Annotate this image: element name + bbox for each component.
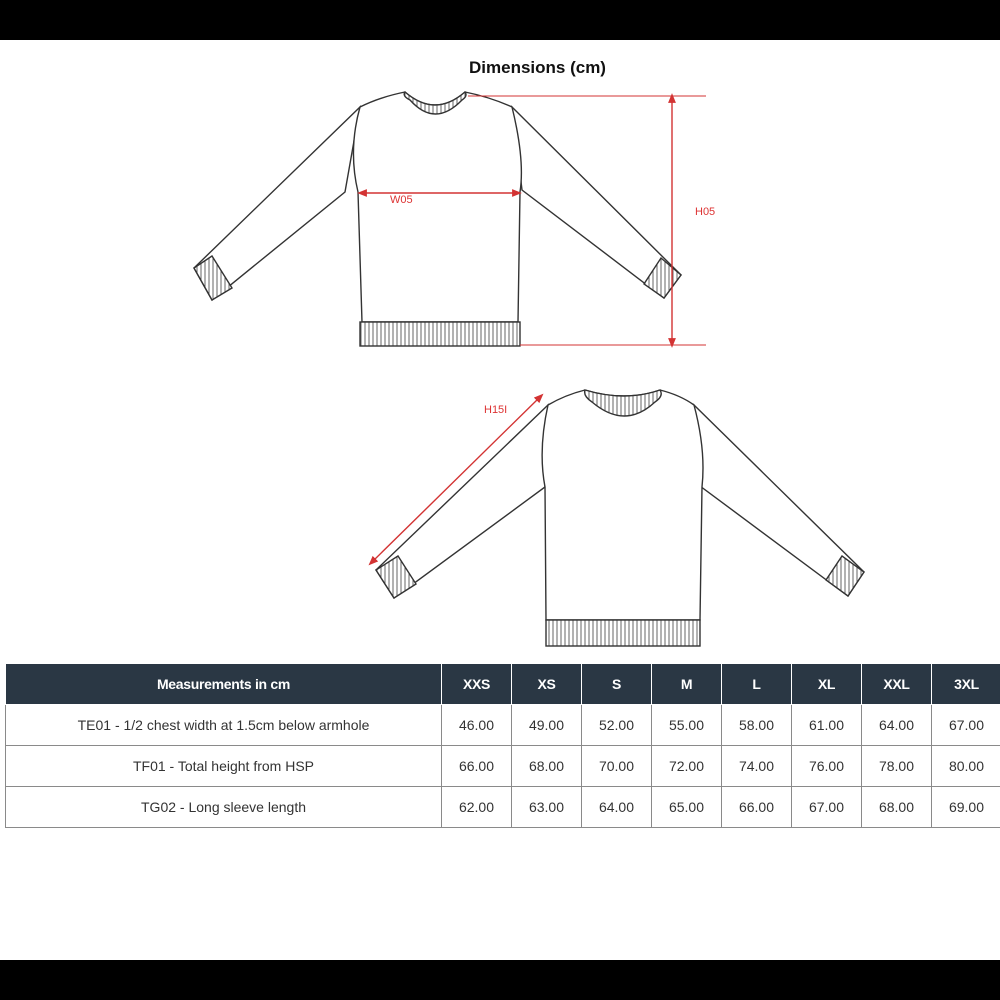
header-measurements: Measurements in cm bbox=[6, 664, 442, 705]
table-cell: 46.00 bbox=[442, 705, 512, 746]
header-size-xxs: XXS bbox=[442, 664, 512, 705]
table-cell: 70.00 bbox=[582, 746, 652, 787]
table-cell: 80.00 bbox=[932, 746, 1000, 787]
table-cell: 74.00 bbox=[722, 746, 792, 787]
table-row bbox=[6, 705, 1000, 746]
table-cell: 63.00 bbox=[512, 787, 582, 828]
front-hem-rib bbox=[360, 322, 520, 346]
table-cell: 65.00 bbox=[652, 787, 722, 828]
size-table bbox=[5, 663, 1000, 828]
table-cell: 76.00 bbox=[792, 746, 862, 787]
table-cell: 49.00 bbox=[512, 705, 582, 746]
header-size-m: M bbox=[652, 664, 722, 705]
table-cell: 68.00 bbox=[862, 787, 932, 828]
table-cell: 66.00 bbox=[722, 787, 792, 828]
table-cell: 64.00 bbox=[582, 787, 652, 828]
table-row bbox=[6, 787, 1000, 828]
header-size-s: S bbox=[582, 664, 652, 705]
header-size-3xl: 3XL bbox=[932, 664, 1000, 705]
row-label: TF01 - Total height from HSP bbox=[6, 746, 442, 787]
table-cell: 72.00 bbox=[652, 746, 722, 787]
table-cell: 68.00 bbox=[512, 746, 582, 787]
table-cell: 78.00 bbox=[862, 746, 932, 787]
back-body bbox=[542, 390, 703, 620]
header-size-xxl: XXL bbox=[862, 664, 932, 705]
size-table-header bbox=[6, 664, 1000, 705]
table-cell: 67.00 bbox=[932, 705, 1000, 746]
table-cell: 52.00 bbox=[582, 705, 652, 746]
header-size-xs: XS bbox=[512, 664, 582, 705]
bottom-black-bar bbox=[0, 960, 1000, 1000]
width-label: W05 bbox=[390, 194, 413, 206]
table-cell: 69.00 bbox=[932, 787, 1000, 828]
table-cell: 61.00 bbox=[792, 705, 862, 746]
header-size-l: L bbox=[722, 664, 792, 705]
row-label: TE01 - 1/2 chest width at 1.5cm below armhole bbox=[6, 705, 442, 746]
table-cell: 58.00 bbox=[722, 705, 792, 746]
diagram-title: Dimensions (cm) bbox=[469, 58, 606, 77]
table-cell: 62.00 bbox=[442, 787, 512, 828]
header-size-xl: XL bbox=[792, 664, 862, 705]
table-row bbox=[6, 746, 1000, 787]
front-sweater bbox=[194, 92, 681, 346]
table-cell: 64.00 bbox=[862, 705, 932, 746]
table-cell: 66.00 bbox=[442, 746, 512, 787]
table-cell: 67.00 bbox=[792, 787, 862, 828]
table-cell: 55.00 bbox=[652, 705, 722, 746]
sleeve-label: H15I bbox=[484, 404, 508, 416]
height-label: H05 bbox=[695, 206, 716, 218]
row-label: TG02 - Long sleeve length bbox=[6, 787, 442, 828]
back-hem-rib bbox=[546, 620, 700, 646]
front-body bbox=[353, 92, 521, 322]
back-sweater bbox=[376, 390, 864, 646]
